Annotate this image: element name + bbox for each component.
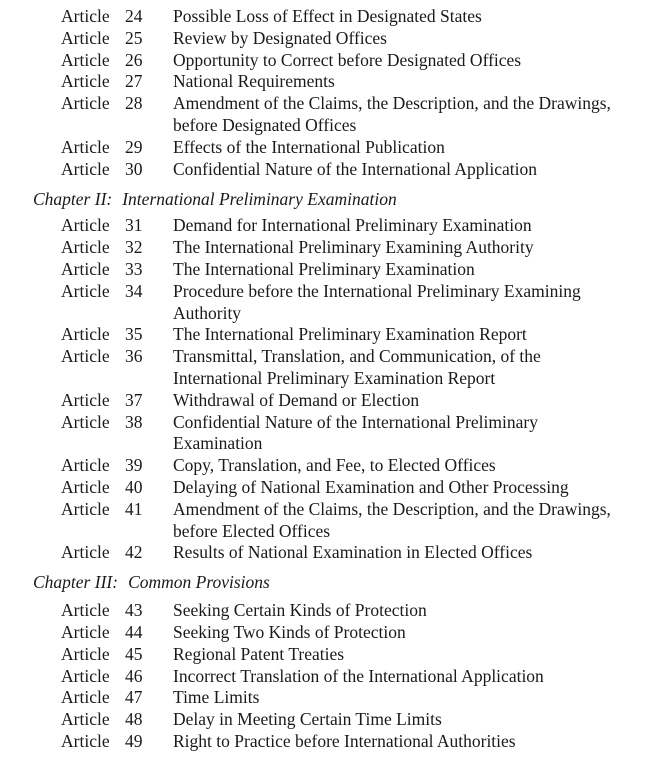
article-number: 35 <box>125 324 143 345</box>
article-label: Article <box>61 542 110 563</box>
article-title: Amendment of the Claims, the Description, and the Drawings, before Designated Offices <box>173 93 611 135</box>
article-label: Article <box>61 215 110 236</box>
article-label: Article <box>61 476 110 497</box>
article-title: The International Preliminary Examining Authority <box>173 237 534 258</box>
article-entry <box>0 159 645 181</box>
article-title: Copy, Translation, and Fee, to Elected Offices <box>173 455 496 476</box>
article-number: 31 <box>125 215 143 236</box>
article-label: Article <box>61 6 110 26</box>
article-title: National Requirements <box>173 71 335 92</box>
article-entry <box>0 259 645 281</box>
article-title: Opportunity to Correct before Designated Offices <box>173 49 522 70</box>
article-entry <box>0 6 645 28</box>
article-entry <box>0 28 645 50</box>
article-entry <box>0 622 645 644</box>
article-label: Article <box>61 411 110 432</box>
article-label: Article <box>61 687 110 708</box>
article-entry <box>0 71 645 93</box>
chapter-3-number: Chapter III: <box>33 572 119 593</box>
article-title: Confidential Nature of the International Preliminary Examination <box>173 411 538 454</box>
article-title: Review by Designated Offices <box>173 27 387 48</box>
article-title: Possible Loss of Effect in Designated States <box>173 6 482 26</box>
article-list-chapter-2 <box>0 215 645 564</box>
article-entry <box>0 215 645 237</box>
article-number: 39 <box>125 455 143 476</box>
article-entry <box>0 687 645 709</box>
chapter-3-heading <box>33 571 645 593</box>
article-entry <box>0 477 645 499</box>
article-entry <box>0 666 645 688</box>
article-label: Article <box>61 158 110 179</box>
article-title: Delay in Meeting Certain Time Limits <box>173 709 442 730</box>
article-label: Article <box>61 455 110 476</box>
chapter-2-heading <box>33 188 645 210</box>
article-entry <box>0 137 645 159</box>
article-entry <box>0 455 645 477</box>
table-of-contents <box>0 6 645 753</box>
article-label: Article <box>61 93 110 114</box>
chapter-2-number: Chapter II: <box>33 189 113 210</box>
article-entry <box>0 50 645 72</box>
article-list-chapter-3 <box>0 600 645 753</box>
article-label: Article <box>61 237 110 258</box>
article-entry <box>0 324 645 346</box>
article-entry <box>0 644 645 666</box>
article-label: Article <box>61 709 110 730</box>
article-title: Amendment of the Claims, the Description, and the Drawings, before Elected Offices <box>173 498 611 541</box>
article-label: Article <box>61 49 110 70</box>
article-label: Article <box>61 324 110 345</box>
article-label: Article <box>61 27 110 48</box>
article-number: 46 <box>125 665 143 686</box>
article-number: 38 <box>125 411 143 432</box>
article-entry <box>0 237 645 259</box>
article-label: Article <box>61 498 110 519</box>
article-number: 25 <box>125 27 143 48</box>
article-list-chapter-1 <box>0 6 645 180</box>
article-title: Effects of the International Publication <box>173 136 445 157</box>
article-title: Regional Patent Treaties <box>173 643 345 664</box>
article-entry <box>0 281 645 325</box>
article-title: Withdrawal of Demand or Election <box>173 389 420 410</box>
article-title: Right to Practice before International Authorities <box>173 730 516 751</box>
article-number: 33 <box>125 258 143 279</box>
article-title: The International Preliminary Examination <box>173 258 475 279</box>
article-number: 26 <box>125 49 143 70</box>
article-number: 41 <box>125 498 143 519</box>
article-title: Delaying of National Examination and Other Processing <box>173 476 569 497</box>
article-number: 34 <box>125 280 143 301</box>
article-entry <box>0 93 645 137</box>
article-entry <box>0 709 645 731</box>
article-number: 42 <box>125 542 143 563</box>
chapter-2-title: International Preliminary Examination <box>122 189 397 210</box>
article-label: Article <box>61 665 110 686</box>
article-title: Time Limits <box>173 687 260 708</box>
article-number: 48 <box>125 709 143 730</box>
article-entry <box>0 499 645 543</box>
article-number: 36 <box>125 346 143 367</box>
article-number: 27 <box>125 71 143 92</box>
article-number: 43 <box>125 600 143 621</box>
article-label: Article <box>61 71 110 92</box>
article-label: Article <box>61 621 110 642</box>
article-entry <box>0 600 645 622</box>
article-number: 24 <box>125 6 143 26</box>
article-title: Seeking Certain Kinds of Protection <box>173 600 427 621</box>
article-number: 30 <box>125 158 143 179</box>
article-title: Results of National Examination in Elected Offices <box>173 542 533 563</box>
article-title: Transmittal, Translation, and Communication, of the International Preliminary Examination Report <box>173 346 541 388</box>
article-number: 28 <box>125 93 143 114</box>
article-number: 45 <box>125 643 143 664</box>
article-title: The International Preliminary Examination Report <box>173 324 527 345</box>
article-entry <box>0 346 645 390</box>
article-label: Article <box>61 258 110 279</box>
article-number: 29 <box>125 136 143 157</box>
article-number: 32 <box>125 237 143 258</box>
article-label: Article <box>61 643 110 664</box>
article-label: Article <box>61 389 110 410</box>
article-title: Confidential Nature of the International Application <box>173 158 537 179</box>
article-title: Demand for International Preliminary Examination <box>173 215 532 236</box>
article-number: 44 <box>125 621 143 642</box>
article-entry <box>0 542 645 564</box>
article-label: Article <box>61 730 110 751</box>
article-label: Article <box>61 600 110 621</box>
article-entry <box>0 731 645 753</box>
article-entry <box>0 412 645 456</box>
article-label: Article <box>61 346 110 367</box>
article-number: 37 <box>125 389 143 410</box>
article-number: 49 <box>125 730 143 751</box>
article-number: 40 <box>125 476 143 497</box>
article-title: Seeking Two Kinds of Protection <box>173 621 406 642</box>
chapter-3-title: Common Provisions <box>128 572 270 593</box>
article-number: 47 <box>125 687 143 708</box>
article-label: Article <box>61 280 110 301</box>
article-title: Procedure before the International Preliminary Examining Authority <box>173 280 581 323</box>
article-label: Article <box>61 136 110 157</box>
article-title: Incorrect Translation of the International Application <box>173 665 544 686</box>
article-entry <box>0 390 645 412</box>
